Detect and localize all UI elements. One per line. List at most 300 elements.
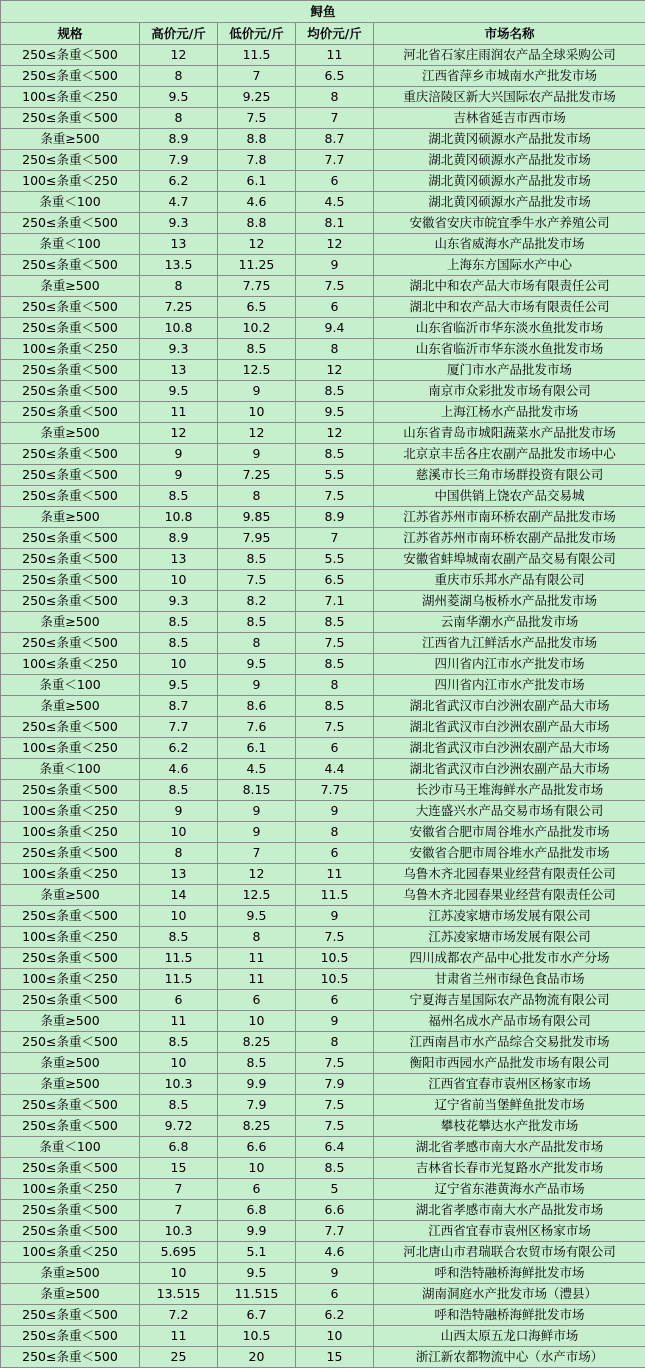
- table-row: [1, 1284, 645, 1305]
- cell-spec: 100≤条重＜250: [1, 969, 140, 990]
- cell-high-price: 9.5: [140, 381, 218, 402]
- cell-market-name: 福州名成水产品市场有限公司: [374, 1011, 645, 1032]
- cell-spec: 条重≥500: [1, 423, 140, 444]
- cell-high-price: 8: [140, 66, 218, 87]
- cell-avg-price: 8.5: [296, 444, 374, 465]
- cell-high-price: 8: [140, 843, 218, 864]
- cell-market-name: 江西省宜春市袁州区杨家市场: [374, 1221, 645, 1242]
- cell-market-name: 吉林省长春市光复路水产批发市场: [374, 1158, 645, 1179]
- table-row: [1, 654, 645, 675]
- cell-low-price: 9: [218, 801, 296, 822]
- cell-avg-price: 6: [296, 297, 374, 318]
- cell-market-name: 长沙市马王堆海鲜水产品批发市场: [374, 780, 645, 801]
- cell-spec: 条重≥500: [1, 612, 140, 633]
- cell-avg-price: 8.5: [296, 654, 374, 675]
- cell-market-name: 河北唐山市君瑞联合农贸市场有限公司: [374, 1242, 645, 1263]
- cell-low-price: 7.5: [218, 570, 296, 591]
- cell-avg-price: 6: [296, 171, 374, 192]
- cell-high-price: 8.5: [140, 612, 218, 633]
- table-row: [1, 738, 645, 759]
- cell-spec: 250≤条重＜500: [1, 108, 140, 129]
- cell-low-price: 9: [218, 381, 296, 402]
- cell-high-price: 14: [140, 885, 218, 906]
- cell-high-price: 5.695: [140, 1242, 218, 1263]
- cell-avg-price: 11: [296, 864, 374, 885]
- cell-avg-price: 7.5: [296, 1095, 374, 1116]
- cell-market-name: 大连盛兴水产品交易市场有限公司: [374, 801, 645, 822]
- cell-market-name: 湖州菱湖乌板桥水产品批发市场: [374, 591, 645, 612]
- cell-high-price: 11: [140, 1011, 218, 1032]
- cell-avg-price: 7.5: [296, 1116, 374, 1137]
- cell-low-price: 12: [218, 234, 296, 255]
- cell-high-price: 15: [140, 1158, 218, 1179]
- cell-low-price: 4.5: [218, 759, 296, 780]
- cell-low-price: 6.5: [218, 297, 296, 318]
- cell-spec: 条重＜100: [1, 234, 140, 255]
- cell-market-name: 江苏凌家塘市场发展有限公司: [374, 906, 645, 927]
- cell-high-price: 13.515: [140, 1284, 218, 1305]
- cell-low-price: 5.1: [218, 1242, 296, 1263]
- cell-avg-price: 9: [296, 906, 374, 927]
- cell-high-price: 8.5: [140, 486, 218, 507]
- cell-high-price: 9.3: [140, 213, 218, 234]
- cell-spec: 100≤条重＜250: [1, 171, 140, 192]
- cell-spec: 250≤条重＜500: [1, 360, 140, 381]
- cell-low-price: 9.9: [218, 1074, 296, 1095]
- cell-avg-price: 12: [296, 423, 374, 444]
- table-row: [1, 1032, 645, 1053]
- cell-low-price: 6.1: [218, 171, 296, 192]
- header-high-price: 高价元/斤: [140, 23, 218, 45]
- cell-low-price: 6.1: [218, 738, 296, 759]
- table-row: [1, 990, 645, 1011]
- cell-market-name: 重庆涪陵区新大兴国际农产品批发市场: [374, 87, 645, 108]
- cell-high-price: 11.5: [140, 948, 218, 969]
- table-row: [1, 276, 645, 297]
- cell-spec: 250≤条重＜500: [1, 297, 140, 318]
- cell-market-name: 湖北黄冈硕源水产品批发市场: [374, 129, 645, 150]
- cell-low-price: 9.5: [218, 906, 296, 927]
- table-row: [1, 570, 645, 591]
- table-row: [1, 1011, 645, 1032]
- table-row: [1, 1326, 645, 1347]
- table-row: [1, 1053, 645, 1074]
- cell-market-name: 湖北省武汉市白沙洲农副产品大市场: [374, 738, 645, 759]
- cell-high-price: 8.9: [140, 129, 218, 150]
- cell-spec: 250≤条重＜500: [1, 591, 140, 612]
- cell-spec: 250≤条重＜500: [1, 255, 140, 276]
- cell-low-price: 12.5: [218, 885, 296, 906]
- table-row: [1, 885, 645, 906]
- cell-market-name: 四川省内江市水产批发市场: [374, 675, 645, 696]
- cell-low-price: 9.5: [218, 654, 296, 675]
- cell-spec: 250≤条重＜500: [1, 633, 140, 654]
- cell-market-name: 湖北省孝感市南大水产品批发市场: [374, 1200, 645, 1221]
- cell-low-price: 6: [218, 990, 296, 1011]
- cell-low-price: 10.5: [218, 1326, 296, 1347]
- cell-market-name: 江苏凌家塘市场发展有限公司: [374, 927, 645, 948]
- table-row: [1, 1158, 645, 1179]
- cell-spec: 100≤条重＜250: [1, 339, 140, 360]
- cell-avg-price: 8: [296, 339, 374, 360]
- header-low-price: 低价元/斤: [218, 23, 296, 45]
- cell-high-price: 9: [140, 444, 218, 465]
- cell-low-price: 4.6: [218, 192, 296, 213]
- cell-spec: 100≤条重＜250: [1, 738, 140, 759]
- cell-spec: 条重＜100: [1, 675, 140, 696]
- cell-low-price: 7.5: [218, 108, 296, 129]
- cell-low-price: 9.5: [218, 1263, 296, 1284]
- cell-high-price: 4.7: [140, 192, 218, 213]
- cell-high-price: 7.25: [140, 297, 218, 318]
- cell-spec: 条重≥500: [1, 1074, 140, 1095]
- cell-avg-price: 7: [296, 108, 374, 129]
- cell-avg-price: 10.5: [296, 969, 374, 990]
- cell-high-price: 8.5: [140, 633, 218, 654]
- cell-avg-price: 10: [296, 1326, 374, 1347]
- cell-low-price: 9: [218, 675, 296, 696]
- cell-avg-price: 6.2: [296, 1305, 374, 1326]
- cell-market-name: 吉林省延吉市西市场: [374, 108, 645, 129]
- table-row: [1, 822, 645, 843]
- cell-market-name: 湖北中和农产品大市场有限责任公司: [374, 276, 645, 297]
- table-row: [1, 486, 645, 507]
- cell-high-price: 11: [140, 402, 218, 423]
- cell-low-price: 7.75: [218, 276, 296, 297]
- cell-avg-price: 10.5: [296, 948, 374, 969]
- cell-spec: 250≤条重＜500: [1, 1032, 140, 1053]
- cell-market-name: 江西南昌市水产品综合交易批发市场: [374, 1032, 645, 1053]
- cell-avg-price: 6.4: [296, 1137, 374, 1158]
- cell-high-price: 4.6: [140, 759, 218, 780]
- cell-spec: 100≤条重＜250: [1, 864, 140, 885]
- cell-market-name: 山东省临沂市华东淡水鱼批发市场: [374, 318, 645, 339]
- cell-avg-price: 6: [296, 738, 374, 759]
- cell-spec: 条重≥500: [1, 1284, 140, 1305]
- table-row: [1, 927, 645, 948]
- cell-high-price: 8.5: [140, 1032, 218, 1053]
- cell-avg-price: 9.5: [296, 402, 374, 423]
- cell-high-price: 9.5: [140, 87, 218, 108]
- table-row: [1, 1137, 645, 1158]
- cell-market-name: 江苏省苏州市南环桥农副产品批发市场: [374, 507, 645, 528]
- cell-spec: 100≤条重＜250: [1, 1242, 140, 1263]
- cell-low-price: 11: [218, 948, 296, 969]
- cell-high-price: 11.5: [140, 969, 218, 990]
- table-row: [1, 444, 645, 465]
- cell-market-name: 呼和浩特融桥海鲜批发市场: [374, 1305, 645, 1326]
- cell-market-name: 云南华潮水产品批发市场: [374, 612, 645, 633]
- cell-avg-price: 8: [296, 1032, 374, 1053]
- table-row: [1, 423, 645, 444]
- cell-avg-price: 6: [296, 1284, 374, 1305]
- cell-avg-price: 8.5: [296, 381, 374, 402]
- table-row: [1, 297, 645, 318]
- cell-low-price: 11: [218, 969, 296, 990]
- cell-avg-price: 11.5: [296, 885, 374, 906]
- cell-low-price: 6: [218, 1179, 296, 1200]
- cell-low-price: 8.5: [218, 549, 296, 570]
- cell-low-price: 9.85: [218, 507, 296, 528]
- cell-low-price: 10.2: [218, 318, 296, 339]
- cell-high-price: 10: [140, 906, 218, 927]
- cell-high-price: 7: [140, 1179, 218, 1200]
- cell-spec: 100≤条重＜250: [1, 87, 140, 108]
- cell-high-price: 12: [140, 423, 218, 444]
- cell-avg-price: 9: [296, 1263, 374, 1284]
- cell-low-price: 7: [218, 66, 296, 87]
- cell-avg-price: 8: [296, 87, 374, 108]
- header-avg-price: 均价元/斤: [296, 23, 374, 45]
- cell-spec: 250≤条重＜500: [1, 318, 140, 339]
- cell-low-price: 9: [218, 822, 296, 843]
- table-row: [1, 66, 645, 87]
- cell-low-price: 6.8: [218, 1200, 296, 1221]
- cell-low-price: 9.25: [218, 87, 296, 108]
- cell-spec: 250≤条重＜500: [1, 381, 140, 402]
- cell-spec: 条重≥500: [1, 507, 140, 528]
- cell-spec: 250≤条重＜500: [1, 717, 140, 738]
- cell-spec: 250≤条重＜500: [1, 444, 140, 465]
- cell-market-name: 呼和浩特融桥海鲜批发市场: [374, 1263, 645, 1284]
- cell-high-price: 9.3: [140, 339, 218, 360]
- table-row: [1, 1179, 645, 1200]
- cell-spec: 250≤条重＜500: [1, 1116, 140, 1137]
- cell-market-name: 南京市众彩批发市场有限公司: [374, 381, 645, 402]
- cell-high-price: 13.5: [140, 255, 218, 276]
- table-row: [1, 1221, 645, 1242]
- table-row: [1, 717, 645, 738]
- header-spec: 规格: [1, 23, 140, 45]
- table-row: [1, 1095, 645, 1116]
- cell-low-price: 9.9: [218, 1221, 296, 1242]
- cell-spec: 250≤条重＜500: [1, 150, 140, 171]
- cell-low-price: 7.8: [218, 150, 296, 171]
- cell-avg-price: 6.5: [296, 570, 374, 591]
- cell-high-price: 9.5: [140, 675, 218, 696]
- cell-spec: 250≤条重＜500: [1, 990, 140, 1011]
- cell-low-price: 12: [218, 423, 296, 444]
- table-row: [1, 801, 645, 822]
- cell-high-price: 7.2: [140, 1305, 218, 1326]
- cell-market-name: 辽宁省前当堡鲜鱼批发市场: [374, 1095, 645, 1116]
- cell-market-name: 河北省石家庄雨润农产品全球采购公司: [374, 45, 645, 66]
- cell-avg-price: 4.4: [296, 759, 374, 780]
- cell-avg-price: 7.7: [296, 1221, 374, 1242]
- cell-avg-price: 4.5: [296, 192, 374, 213]
- cell-low-price: 8: [218, 927, 296, 948]
- cell-avg-price: 6: [296, 990, 374, 1011]
- cell-market-name: 衡阳市西园水产品批发市场有限公司: [374, 1053, 645, 1074]
- cell-spec: 250≤条重＜500: [1, 45, 140, 66]
- cell-avg-price: 9: [296, 801, 374, 822]
- cell-market-name: 湖北省武汉市白沙洲农副产品大市场: [374, 696, 645, 717]
- cell-high-price: 12: [140, 45, 218, 66]
- cell-spec: 250≤条重＜500: [1, 1095, 140, 1116]
- table-row: [1, 696, 645, 717]
- cell-high-price: 8: [140, 108, 218, 129]
- cell-spec: 250≤条重＜500: [1, 486, 140, 507]
- cell-market-name: 北京京丰岳各庄农副产品批发市场中心: [374, 444, 645, 465]
- cell-market-name: 中国供销上饶农产品交易城: [374, 486, 645, 507]
- table-row: [1, 1074, 645, 1095]
- cell-spec: 条重≥500: [1, 1053, 140, 1074]
- cell-high-price: 13: [140, 234, 218, 255]
- cell-spec: 250≤条重＜500: [1, 1347, 140, 1368]
- cell-low-price: 8.15: [218, 780, 296, 801]
- table-row: [1, 948, 645, 969]
- table-row: [1, 633, 645, 654]
- cell-spec: 250≤条重＜500: [1, 570, 140, 591]
- cell-high-price: 7.7: [140, 717, 218, 738]
- cell-market-name: 乌鲁木齐北园春果业经营有限责任公司: [374, 885, 645, 906]
- cell-market-name: 攀枝花攀达水产批发市场: [374, 1116, 645, 1137]
- cell-market-name: 安徽省安庆市皖宜季牛水产养殖公司: [374, 213, 645, 234]
- table-row: [1, 864, 645, 885]
- cell-spec: 250≤条重＜500: [1, 1326, 140, 1347]
- cell-avg-price: 11: [296, 45, 374, 66]
- table-row: [1, 234, 645, 255]
- cell-market-name: 湖北黄冈硕源水产品批发市场: [374, 150, 645, 171]
- cell-avg-price: 12: [296, 360, 374, 381]
- cell-low-price: 8: [218, 486, 296, 507]
- cell-spec: 250≤条重＜500: [1, 780, 140, 801]
- cell-market-name: 山西太原五龙口海鲜市场: [374, 1326, 645, 1347]
- cell-market-name: 安徽省蚌埠城南农副产品交易有限公司: [374, 549, 645, 570]
- cell-high-price: 10.8: [140, 507, 218, 528]
- cell-high-price: 8: [140, 276, 218, 297]
- cell-low-price: 8.25: [218, 1032, 296, 1053]
- table-row: [1, 969, 645, 990]
- table-row: [1, 675, 645, 696]
- cell-spec: 250≤条重＜500: [1, 906, 140, 927]
- cell-high-price: 6.8: [140, 1137, 218, 1158]
- table-row: [1, 591, 645, 612]
- cell-low-price: 7.95: [218, 528, 296, 549]
- table-title: 鲟鱼: [1, 1, 645, 23]
- table-row: [1, 129, 645, 150]
- cell-market-name: 湖北黄冈硕源水产品批发市场: [374, 192, 645, 213]
- table-row: [1, 402, 645, 423]
- cell-market-name: 辽宁省东港黄海水产品市场: [374, 1179, 645, 1200]
- cell-high-price: 11: [140, 1326, 218, 1347]
- cell-spec: 条重≥500: [1, 885, 140, 906]
- cell-high-price: 8.5: [140, 780, 218, 801]
- cell-market-name: 山东省临沂市华东淡水鱼批发市场: [374, 339, 645, 360]
- cell-market-name: 湖北省武汉市白沙洲农副产品大市场: [374, 717, 645, 738]
- cell-avg-price: 7.9: [296, 1074, 374, 1095]
- cell-avg-price: 8.5: [296, 612, 374, 633]
- cell-high-price: 8.7: [140, 696, 218, 717]
- cell-avg-price: 7: [296, 528, 374, 549]
- cell-avg-price: 7.5: [296, 927, 374, 948]
- cell-low-price: 6.6: [218, 1137, 296, 1158]
- cell-spec: 100≤条重＜250: [1, 801, 140, 822]
- cell-avg-price: 8: [296, 822, 374, 843]
- cell-avg-price: 12: [296, 234, 374, 255]
- cell-high-price: 13: [140, 360, 218, 381]
- table-row: [1, 843, 645, 864]
- table-row: [1, 1305, 645, 1326]
- cell-market-name: 山东省威海水产品批发市场: [374, 234, 645, 255]
- cell-avg-price: 7.5: [296, 276, 374, 297]
- cell-low-price: 7.6: [218, 717, 296, 738]
- cell-high-price: 10.3: [140, 1074, 218, 1095]
- cell-high-price: 10.8: [140, 318, 218, 339]
- cell-low-price: 8.2: [218, 591, 296, 612]
- cell-avg-price: 6: [296, 843, 374, 864]
- table-row: [1, 1242, 645, 1263]
- cell-spec: 100≤条重＜250: [1, 654, 140, 675]
- cell-high-price: 6.2: [140, 171, 218, 192]
- table-row: [1, 360, 645, 381]
- cell-high-price: 8.5: [140, 927, 218, 948]
- cell-spec: 250≤条重＜500: [1, 528, 140, 549]
- cell-low-price: 11.515: [218, 1284, 296, 1305]
- cell-high-price: 10: [140, 822, 218, 843]
- cell-spec: 250≤条重＜500: [1, 1221, 140, 1242]
- cell-low-price: 8: [218, 633, 296, 654]
- title-row: [1, 1, 645, 23]
- cell-high-price: 25: [140, 1347, 218, 1368]
- table-row: [1, 759, 645, 780]
- cell-spec: 250≤条重＜500: [1, 1200, 140, 1221]
- cell-market-name: 上海东方国际水产中心: [374, 255, 645, 276]
- table-row: [1, 339, 645, 360]
- cell-high-price: 10: [140, 1053, 218, 1074]
- cell-spec: 条重＜100: [1, 192, 140, 213]
- cell-market-name: 湖北省孝感市南大水产品批发市场: [374, 1137, 645, 1158]
- cell-avg-price: 7.5: [296, 486, 374, 507]
- cell-avg-price: 7.5: [296, 717, 374, 738]
- cell-market-name: 山东省青岛市城阳蔬菜水产品批发市场: [374, 423, 645, 444]
- cell-spec: 100≤条重＜250: [1, 822, 140, 843]
- cell-high-price: 6: [140, 990, 218, 1011]
- cell-spec: 条重≥500: [1, 1011, 140, 1032]
- cell-market-name: 慈溪市长三角市场群投资有限公司: [374, 465, 645, 486]
- cell-avg-price: 8.9: [296, 507, 374, 528]
- cell-low-price: 11.5: [218, 45, 296, 66]
- table-row: [1, 108, 645, 129]
- cell-low-price: 7.25: [218, 465, 296, 486]
- table-row: [1, 381, 645, 402]
- cell-low-price: 7: [218, 843, 296, 864]
- cell-low-price: 12: [218, 864, 296, 885]
- cell-avg-price: 7.7: [296, 150, 374, 171]
- cell-high-price: 9: [140, 801, 218, 822]
- cell-market-name: 重庆市乐邦水产品有限公司: [374, 570, 645, 591]
- cell-spec: 250≤条重＜500: [1, 843, 140, 864]
- cell-avg-price: 6.6: [296, 1200, 374, 1221]
- cell-spec: 250≤条重＜500: [1, 66, 140, 87]
- cell-spec: 条重≥500: [1, 129, 140, 150]
- cell-market-name: 宁夏海吉星国际农产品物流有限公司: [374, 990, 645, 1011]
- cell-high-price: 8.5: [140, 1095, 218, 1116]
- cell-avg-price: 8.5: [296, 1158, 374, 1179]
- table-row: [1, 906, 645, 927]
- cell-market-name: 上海江杨水产品批发市场: [374, 402, 645, 423]
- cell-low-price: 8.25: [218, 1116, 296, 1137]
- cell-spec: 250≤条重＜500: [1, 948, 140, 969]
- cell-avg-price: 7.5: [296, 1053, 374, 1074]
- cell-high-price: 13: [140, 864, 218, 885]
- cell-spec: 条重≥500: [1, 696, 140, 717]
- cell-avg-price: 15: [296, 1347, 374, 1368]
- cell-market-name: 四川成都农产品中心批发市水产分场: [374, 948, 645, 969]
- cell-market-name: 浙江新农都物流中心（水产市场）: [374, 1347, 645, 1368]
- cell-avg-price: 5.5: [296, 549, 374, 570]
- cell-market-name: 四川省内江市水产批发市场: [374, 654, 645, 675]
